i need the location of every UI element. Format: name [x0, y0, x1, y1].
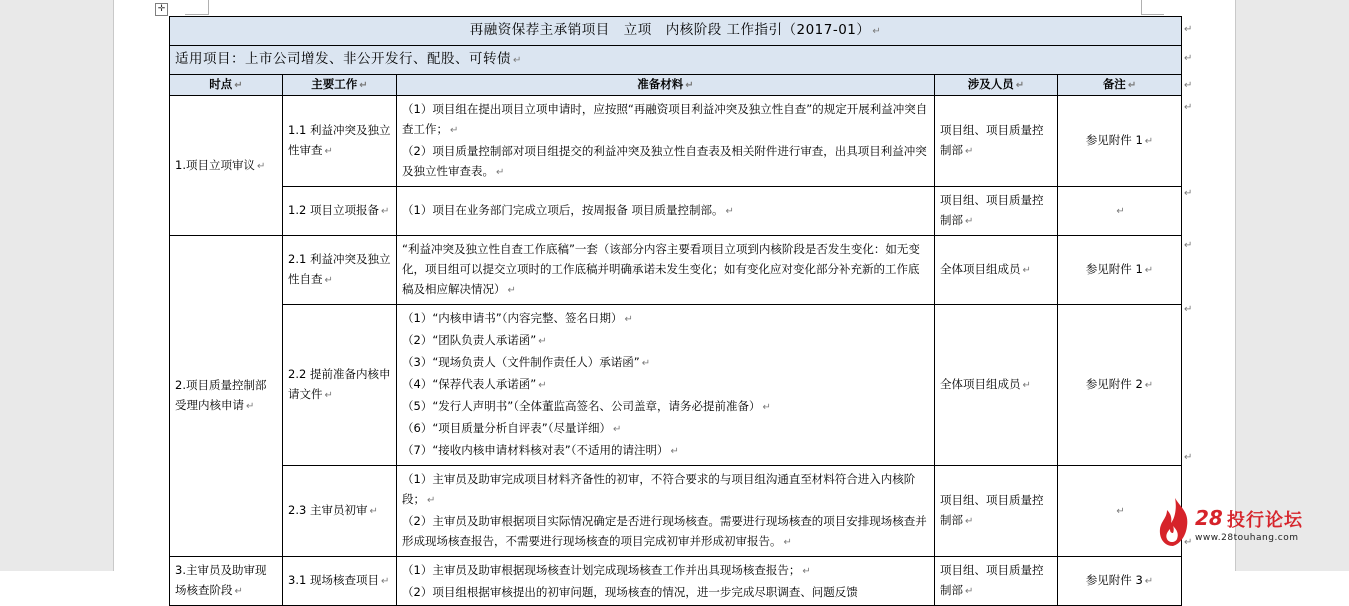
personnel-text: 全体项目组成员 — [940, 262, 1021, 276]
logo-url: www.28touhang.com — [1195, 533, 1299, 543]
material-text: （6）“项目质量分析自评表”（尽量详细） — [402, 421, 611, 435]
material-line — [402, 99, 929, 141]
stage-cell-2[interactable] — [170, 236, 283, 557]
paragraph-mark-icon: ↵ — [450, 125, 459, 136]
row-end-mark-icon: ↵ — [1184, 53, 1193, 64]
paragraph-mark-icon: ↵ — [324, 275, 333, 286]
paragraph-mark-icon: ↵ — [965, 586, 974, 597]
paragraph-mark-icon: ↵ — [783, 537, 792, 548]
personnel-cell[interactable] — [935, 96, 1058, 187]
note-cell[interactable] — [1058, 305, 1182, 466]
task-label: 2.3 主审员初审 — [288, 503, 368, 517]
paragraph-mark-icon: ↵ — [380, 206, 390, 217]
paragraph-mark-icon: ↵ — [256, 160, 266, 172]
paragraph-mark-icon: ↵ — [965, 516, 974, 527]
scope-row — [170, 46, 1182, 75]
task-cell[interactable] — [283, 96, 397, 187]
header-label: 时点 — [209, 77, 233, 91]
note-text: 参见附件 1 — [1085, 262, 1143, 276]
material-line — [402, 239, 929, 301]
personnel-text: 项目组、项目质量控制部 — [940, 123, 1044, 157]
material-line — [402, 141, 929, 183]
materials-cell[interactable] — [397, 466, 935, 557]
paragraph-mark-icon: ↵ — [1127, 80, 1137, 91]
left-gutter — [0, 0, 113, 571]
header-label: 涉及人员 — [967, 77, 1014, 91]
row-end-mark-icon: ↵ — [1184, 304, 1193, 315]
paragraph-mark-icon: ↵ — [762, 402, 771, 413]
task-label: 1.2 项目立项报备 — [288, 203, 379, 217]
personnel-cell[interactable] — [935, 557, 1058, 606]
header-main-work[interactable] — [283, 75, 397, 96]
task-label: 2.2 提前准备内核申请文件 — [288, 367, 391, 401]
paragraph-mark-icon: ↵ — [872, 26, 882, 37]
table-row — [170, 96, 1182, 187]
material-line — [402, 418, 929, 440]
paragraph-mark-icon: ↵ — [234, 80, 243, 91]
materials-cell[interactable] — [397, 187, 935, 236]
material-line — [402, 200, 929, 222]
header-personnel[interactable] — [935, 75, 1058, 96]
page-edge-right — [1235, 0, 1236, 571]
material-text: “利益冲突及独立性自查工作底稿”一套（该部分内容主要看项目立项到内核阶段是否发生变化：如无变化，项目组可以提交立项时的工作底稿并明确承诺未发生变化；如有变化应对变化部分补充新的工作底稿及相应解决情况） — [402, 242, 920, 296]
material-text: （5）“发行人声明书”（全体董监高签名、公司盖章，请务必提前准备） — [402, 399, 761, 413]
note-text: 参见附件 2 — [1085, 377, 1143, 391]
table-row — [170, 466, 1182, 557]
title-row — [170, 17, 1182, 46]
paragraph-mark-icon: ↵ — [246, 401, 255, 412]
stage-label: 2.项目质量控制部受理内核申请 — [175, 378, 267, 412]
materials-cell[interactable] — [397, 305, 935, 466]
paragraph-mark-icon: ↵ — [538, 380, 547, 391]
header-materials[interactable] — [397, 75, 935, 96]
note-cell[interactable] — [1058, 96, 1182, 187]
table-move-handle-icon[interactable]: ✛ — [155, 3, 168, 16]
material-text: （2）主审员及助审根据项目实际情况确定是否进行现场核查。需要进行现场核查的项目安排现场核查并形成现场核查报告，不需要进行现场核查的项目完成初审并形成初审报告。 — [402, 514, 927, 548]
header-label: 备注 — [1102, 77, 1126, 91]
materials-cell[interactable] — [397, 236, 935, 305]
material-text: （2）“团队负责人承诺函” — [402, 333, 537, 347]
paragraph-mark-icon: ↵ — [369, 506, 378, 517]
paragraph-mark-icon: ↵ — [380, 576, 390, 587]
material-text: （2）项目组根据审核提出的初审问题，现场核查的情况，进一步完成尽职调查、问题反馈 — [402, 585, 858, 599]
material-text: （1）项目在业务部门完成立项后，按周报备 项目质量控制部。 — [402, 203, 724, 217]
paragraph-mark-icon: ↵ — [324, 390, 333, 401]
header-label: 准备材料 — [637, 77, 684, 91]
row-end-mark-icon: ↵ — [1184, 188, 1193, 199]
row-end-mark-icon: ↵ — [1184, 537, 1193, 548]
task-cell[interactable] — [283, 305, 397, 466]
table-row — [170, 557, 1182, 606]
stage-label: 1.项目立项审议 — [175, 157, 255, 172]
task-label: 3.1 现场核查项目 — [288, 573, 379, 587]
material-line — [402, 352, 929, 374]
paragraph-mark-icon: ↵ — [1144, 380, 1154, 391]
task-cell[interactable] — [283, 187, 397, 236]
material-line — [402, 582, 929, 602]
margin-corner-left — [185, 0, 209, 15]
stage-cell-3[interactable] — [170, 557, 283, 606]
paragraph-mark-icon: ↵ — [1022, 380, 1031, 391]
paragraph-mark-icon: ↵ — [725, 206, 734, 217]
personnel-cell[interactable] — [935, 305, 1058, 466]
table-row — [170, 236, 1182, 305]
paragraph-mark-icon: ↵ — [1116, 506, 1125, 517]
paragraph-mark-icon: ↵ — [685, 80, 694, 91]
stage-cell-1[interactable] — [170, 96, 283, 236]
material-line — [402, 511, 929, 553]
row-end-mark-icon: ↵ — [1184, 24, 1193, 35]
personnel-text: 项目组、项目质量控制部 — [940, 563, 1044, 597]
paragraph-mark-icon: ↵ — [507, 285, 516, 296]
personnel-text: 全体项目组成员 — [940, 377, 1021, 391]
material-text: （1）主审员及助审根据现场核查计划完成现场核查工作并出具现场核查报告； — [402, 563, 801, 577]
materials-cell[interactable] — [397, 557, 935, 606]
paragraph-mark-icon: ↵ — [1022, 265, 1031, 276]
paragraph-mark-icon: ↵ — [427, 495, 436, 506]
forum-watermark — [1155, 496, 1335, 552]
task-cell[interactable] — [283, 466, 397, 557]
material-text: （1）“内核申请书”（内容完整、签名日期） — [402, 311, 623, 325]
material-text: （7）“接收内核申请材料核对表”（不适用的请注明） — [402, 443, 669, 457]
paragraph-mark-icon: ↵ — [359, 80, 368, 91]
document-title[interactable] — [170, 17, 1182, 46]
paragraph-mark-icon: ↵ — [965, 216, 974, 227]
header-notes[interactable] — [1058, 75, 1182, 96]
paragraph-mark-icon: ↵ — [324, 146, 333, 157]
material-line — [402, 560, 929, 582]
paragraph-mark-icon: ↵ — [1144, 265, 1154, 276]
right-gutter — [1236, 0, 1349, 571]
paragraph-mark-icon: ↵ — [670, 446, 679, 457]
guideline-table — [169, 16, 1182, 606]
material-text: （2）项目质量控制部对项目组提交的利益冲突及独立性自查表及相关附件进行审查，出具项目利益冲突及独立性审查表。 — [402, 144, 927, 178]
paragraph-mark-icon: ↵ — [641, 358, 651, 369]
logo-number: 28 — [1195, 506, 1223, 530]
title-text: 再融资保荐主承销项目 立项 内核阶段 工作指引（2017-01） — [469, 22, 871, 38]
note-cell[interactable] — [1058, 187, 1182, 236]
paragraph-mark-icon: ↵ — [1144, 136, 1154, 147]
paragraph-mark-icon: ↵ — [612, 424, 622, 435]
paragraph-mark-icon: ↵ — [538, 336, 547, 347]
table-row — [170, 187, 1182, 236]
paragraph-mark-icon: ↵ — [234, 586, 243, 597]
personnel-cell[interactable] — [935, 466, 1058, 557]
task-cell[interactable] — [283, 557, 397, 606]
row-end-mark-icon: ↵ — [1184, 102, 1193, 113]
material-text: （3）“现场负责人（文件制作责任人）承诺函” — [402, 355, 640, 369]
scope-text: 适用项目：上市公司增发、非公开发行、配股、可转债 — [175, 51, 511, 67]
row-end-mark-icon: ↵ — [1184, 452, 1193, 463]
applicable-projects[interactable] — [170, 46, 1182, 75]
margin-corner-right — [1141, 0, 1164, 15]
material-text: （1）主审员及助审完成项目材料齐备性的初审，不符合要求的与项目组沟通直至材料符合进入内核阶段； — [402, 472, 916, 506]
paragraph-mark-icon: ↵ — [802, 566, 811, 577]
task-label: 1.1 利益冲突及独立性审查 — [288, 123, 391, 157]
column-header-row — [170, 75, 1182, 96]
paragraph-mark-icon: ↵ — [1144, 576, 1154, 587]
material-line — [402, 330, 929, 352]
paragraph-mark-icon: ↵ — [496, 167, 505, 178]
logo-name: 投行论坛 — [1227, 510, 1303, 531]
header-time[interactable] — [170, 75, 283, 96]
material-text: （4）“保荐代表人承诺函” — [402, 377, 537, 391]
table-row — [170, 305, 1182, 466]
paragraph-mark-icon: ↵ — [513, 55, 522, 66]
personnel-text: 项目组、项目质量控制部 — [940, 493, 1044, 527]
material-line — [402, 308, 929, 330]
row-end-mark-icon: ↵ — [1184, 80, 1193, 91]
flame-logo-icon — [1155, 496, 1195, 548]
task-cell[interactable] — [283, 236, 397, 305]
personnel-cell[interactable] — [935, 236, 1058, 305]
material-text: （1）项目组在提出项目立项申请时，应按照“再融资项目利益冲突及独立性自查”的规定开展利益冲突自查工作； — [402, 102, 928, 136]
paragraph-mark-icon: ↵ — [1015, 80, 1025, 91]
row-end-mark-icon: ↵ — [1184, 240, 1193, 251]
task-label: 2.1 利益冲突及独立性自查 — [288, 252, 391, 286]
materials-cell[interactable] — [397, 96, 935, 187]
paragraph-mark-icon: ↵ — [965, 146, 974, 157]
material-line — [402, 469, 929, 511]
header-label: 主要工作 — [311, 77, 358, 91]
paragraph-mark-icon: ↵ — [1116, 206, 1125, 217]
stage-label: 3.主审员及助审现场核查阶段 — [175, 563, 267, 597]
note-text: 参见附件 1 — [1085, 133, 1143, 147]
material-line — [402, 440, 929, 462]
note-cell[interactable] — [1058, 557, 1182, 606]
material-line — [402, 396, 929, 418]
paragraph-mark-icon: ↵ — [624, 314, 633, 325]
personnel-cell[interactable] — [935, 187, 1058, 236]
personnel-text: 项目组、项目质量控制部 — [940, 193, 1044, 227]
note-text: 参见附件 3 — [1085, 573, 1143, 587]
note-cell[interactable] — [1058, 236, 1182, 305]
material-line — [402, 374, 929, 396]
